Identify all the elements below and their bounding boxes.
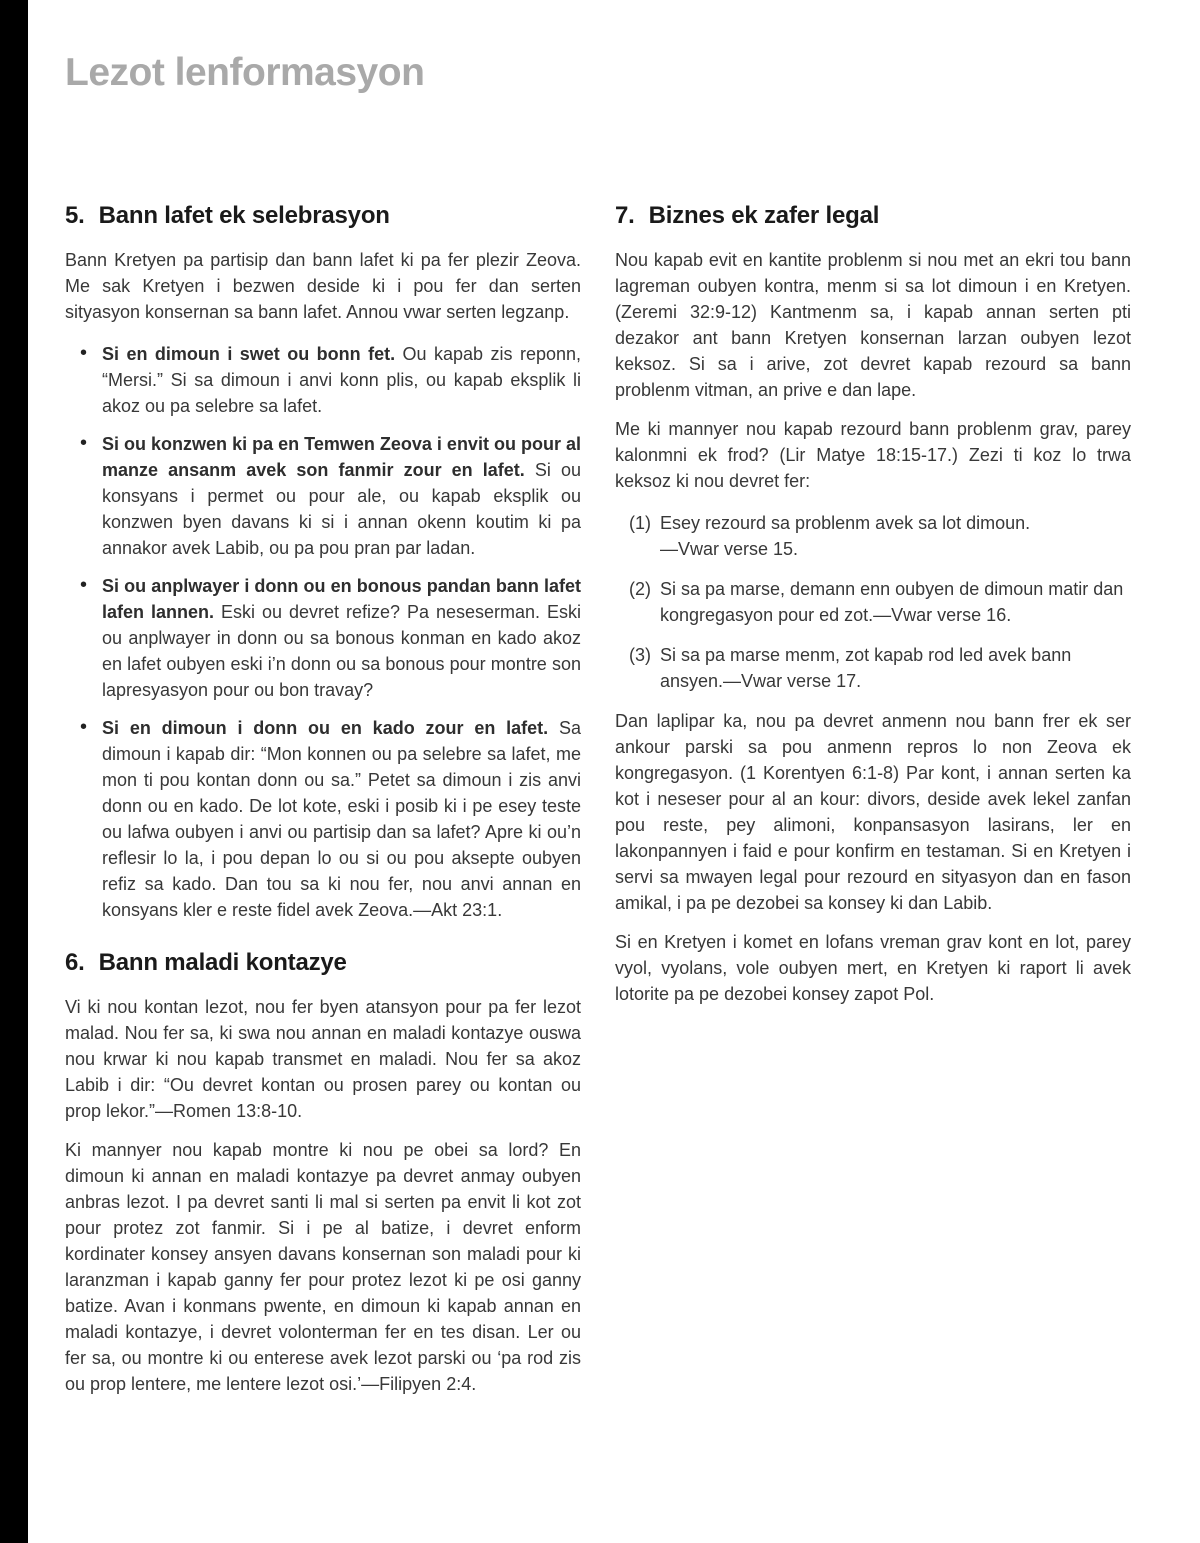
section-7 [615,202,1131,1007]
section-6 [65,949,581,1397]
page-edge-bar [0,0,28,1543]
section-7-numbered-list [615,510,1131,694]
item-text: Si sa pa marse menm, zot kapab rod led avek bann ansyen. [660,645,1072,691]
section-6-heading [65,949,581,977]
page-content [65,0,1131,1410]
section-5-bullet-list [65,341,581,923]
bullet-text: Si ou konsyans i permet ou pour ale, ou kapab eksplik ou konzwen byen davans ki si i annan okenn koutim ki pa annakor avek Labib, ou pa pou pran par ladan. [102,460,581,558]
item-verse-ref: —Vwar verse 15. [660,539,799,559]
bullet-icon: • [80,574,88,596]
section-6-number: 6. [65,949,85,976]
item-verse-ref: —Vwar verse 17. [723,671,862,691]
bullet-text: Ou kapab zis reponn, “Mersi.” Si sa dimoun i anvi konn plis, ou kapab eksplik li akoz ou pa selebre sa lafet. [102,344,581,416]
section-7-paragraph: Me ki mannyer nou kapab rezourd bann problenm grav, parey kalonmni ek frod? (Lir Matye 18:15-17.) Zezi ti koz lo trwa keksoz ki nou devret fer: [615,419,1131,491]
item-number: (2) [629,579,651,599]
bullet-icon: • [80,432,88,454]
item-verse-ref: —Vwar verse 16. [873,605,1012,625]
bullet-lead: Si en dimoun i swet ou bonn fet. [102,344,396,364]
numbered-item [615,642,1131,694]
section-7-paragraph: Dan laplipar ka, nou pa devret anmenn nou bann frer ek ser ankour parski sa pou anmenn repros lo non Zeova ek kongregasyon. (1 Korentyen 6:1-8) Par kont, i annan serten ka kot i neseser pour al an kour: divors, deside avek lekel zanfan pou reste, pey alimoni, konpansasyon lasirans, ler en lakonpannyen i faid e pour konfirm en testaman. Si en Kretyen i servi sa mwayen legal pour rezourd en sityasyon dan en fason amikal, i pa pe dezobei sa konsey ki dan Labib. [615,711,1131,913]
list-item [65,715,581,923]
item-number: (1) [629,513,651,533]
bullet-lead: Si ou anplwayer i donn ou en bonous pandan bann lafet lafen lannen. [102,576,581,622]
bullet-icon: • [80,716,88,738]
section-6-paragraph: Vi ki nou kontan lezot, nou fer byen atansyon pour pa fer lezot malad. Nou fer sa, ki swa nou annan en maladi kontazye ouswa nou krwar ki nou kapab transmet en maladi. Nou fer sa akoz Labib i dir: “Ou devret kontan ou prosen parey ou kontan ou prop lekor.”—Romen 13:8-10. [65,997,581,1121]
bullet-icon: • [80,342,88,364]
section-7-heading [615,202,1131,230]
section-5 [65,202,581,923]
list-item [65,431,581,561]
bullet-text: Sa dimoun i kapab dir: “Mon konnen ou pa selebre sa lafet, me mon ti pou kontan donn ou sa.” Petet sa dimoun i zis anvi donn ou en kado. De lot kote, eski i posib ki i pe esey teste ou lafwa oubyen i anvi ou partisip dan sa lafet? Apre ki ou’n reflesir lo la, i pou depan lo ou si ou pou aksepte oubyen refiz sa kado. Dan tou sa ki nou fer, nou anvi annan en konsyans kler e reste fidel avek Zeova.—Akt 23:1. [102,718,581,920]
bullet-lead: Si ou konzwen ki pa en Temwen Zeova i envit ou pour al manze ansanm avek son fanmir zour en lafet. [102,434,581,480]
bullet-text: Eski ou devret refize? Pa neseserman. Eski ou anplwayer in donn ou sa bonous konman en kado akoz en lafet oubyen eski i’n donn ou sa bonous pour montre son lapresyasyon pour ou bon travay? [102,602,581,700]
section-7-paragraph: Nou kapab evit en kantite problenm si nou met an ekri tou bann lagreman oubyen kontra, menm si sa lot dimoun i en Kretyen. (Zeremi 32:9-12) Kantmenm sa, i kapab annan serten pti dezakor ant bann Kretyen konsernan larzan oubyen lezot keksoz. Si sa i arive, zot devret kapab rezourd sa bann problenm vitman, an prive e dan lape. [615,250,1131,400]
two-column-layout [65,202,1131,1410]
page-title: Lezot lenformasyon [65,51,425,94]
numbered-item [615,576,1131,628]
item-number: (3) [629,645,651,665]
item-text: Si sa pa marse, demann enn oubyen de dimoun matir dan kongregasyon pour ed zot. [660,579,1124,625]
section-7-title: Biznes ek zafer legal [648,202,880,229]
section-5-intro: Bann Kretyen pa partisip dan bann lafet ki pa fer plezir Zeova. Me sak Kretyen i bezwen deside ki i pou fer dan serten sityasyon konsernan sa bann lafet. Annou vwar serten legzanp. [65,250,581,322]
numbered-item [615,510,1131,562]
bullet-lead: Si en dimoun i donn ou en kado zour en lafet. [102,718,549,738]
item-text: Esey rezourd sa problenm avek sa lot dimoun. [660,513,1031,533]
section-5-number: 5. [65,202,85,229]
section-5-title: Bann lafet ek selebrasyon [98,202,390,229]
section-7-number: 7. [615,202,635,229]
right-column [615,202,1131,1410]
left-column [65,202,581,1410]
section-5-heading [65,202,581,230]
list-item [65,341,581,419]
list-item [65,573,581,703]
section-7-paragraph: Si en Kretyen i komet en lofans vreman grav kont en lot, parey vyol, vyolans, vole oubyen mert, en Kretyen ki raport li avek lotorite pa pe dezobei konsey zapot Pol. [615,932,1131,1004]
section-6-title: Bann maladi kontazye [98,949,347,976]
section-6-paragraph: Ki mannyer nou kapab montre ki nou pe obei sa lord? En dimoun ki annan en maladi kontazye pa devret anmay oubyen anbras lezot. I pa devret santi li mal si serten pa envit li kot zot pour protez zot fanmir. Si i pe al batize, i devret enform kordinater konsey ansyen davans konsernan son maladi pour ki laranzman i kapab ganny fer pour protez lezot ki pe osi ganny batize. Avan i konmans pwente, en dimoun ki kapab annan en maladi kontazye, i devret volonterman fer en tes disan. Ler ou fer sa, ou montre ki ou enterese avek lezot parski ou ‘pa rod zis ou prop lentere, me lentere lezot osi.’—Filipyen 2:4. [65,1140,581,1394]
